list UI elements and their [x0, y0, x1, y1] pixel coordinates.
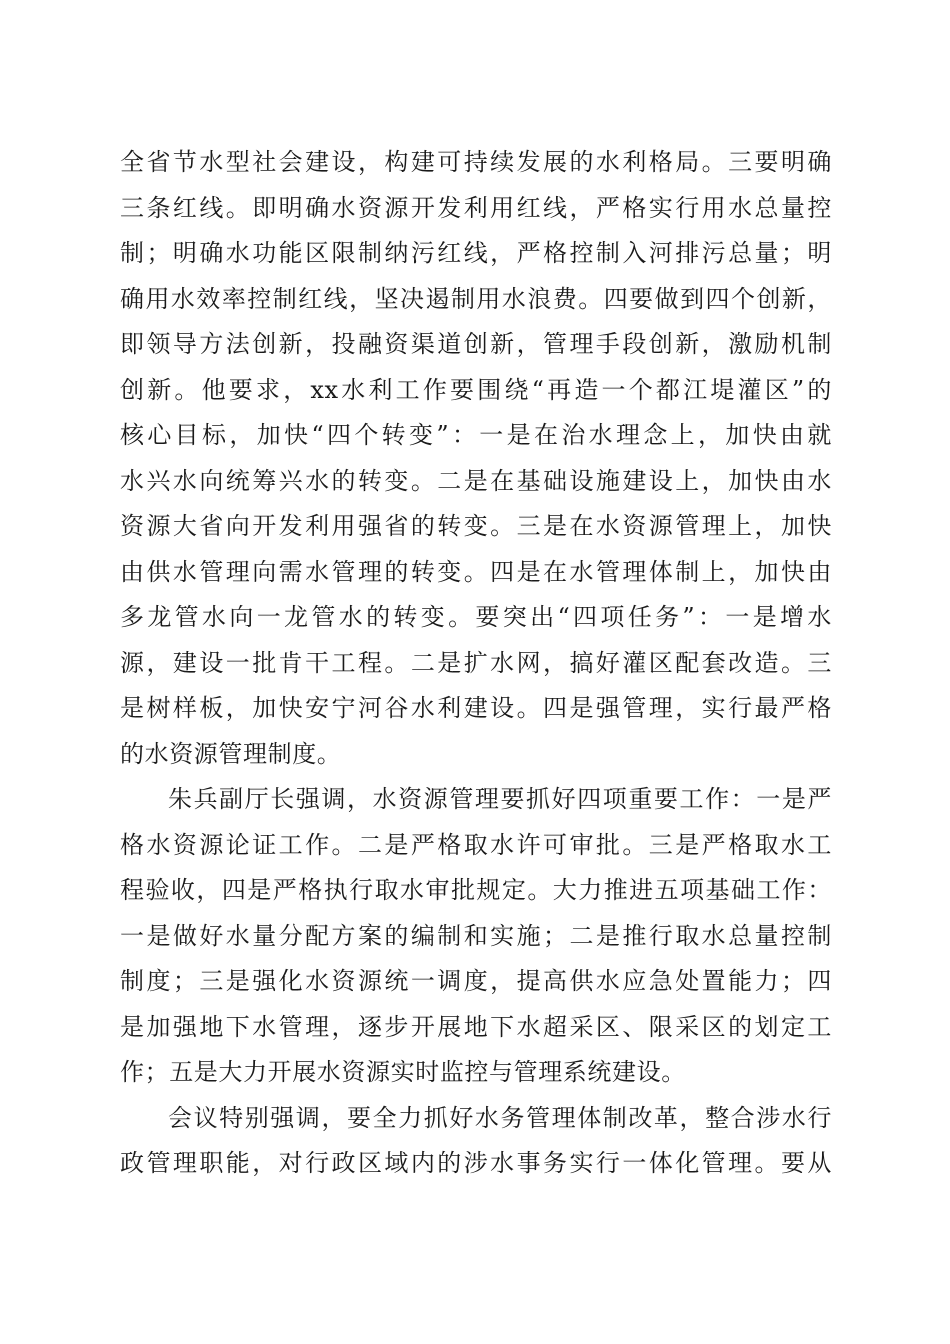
text-line: 全省节水型社会建设，构建可持续发展的水利格局。三要明确	[120, 148, 832, 176]
text-line: 制；明确水功能区限制纳污红线，严格控制入河排污总量；明	[120, 239, 832, 267]
text-line: 源，建设一批肯干工程。二是扩水网，搞好灌区配套改造。三	[120, 649, 832, 677]
text-line: 水兴水向统筹兴水的转变。二是在基础设施建设上，加快由水	[120, 467, 832, 495]
text-line: 格水资源论证工作。二是严格取水许可审批。三是严格取水工	[120, 831, 832, 859]
text-line: 由供水管理向需水管理的转变。四是在水管理体制上，加快由	[120, 558, 832, 586]
paragraph-first-line: 朱兵副厅长强调，水资源管理要抓好四项重要工作：一是严	[168, 785, 832, 813]
text-line: 程验收，四是严格执行取水审批规定。大力推进五项基础工作：	[120, 876, 832, 904]
text-line: 的水资源管理制度。	[120, 740, 342, 768]
text-line: 即领导方法创新，投融资渠道创新，管理手段创新，激励机制	[120, 330, 832, 358]
text-line: 一是做好水量分配方案的编制和实施；二是推行取水总量控制	[120, 922, 832, 950]
text-line: 核心目标，加快“四个转变”：一是在治水理念上，加快由就	[120, 421, 832, 449]
paragraph-first-line: 会议特别强调，要全力抓好水务管理体制改革，整合涉水行	[168, 1104, 832, 1132]
text-line: 作；五是大力开展水资源实时监控与管理系统建设。	[120, 1058, 686, 1086]
text-line: 创新。他要求，xx水利工作要围绕“再造一个都江堤灌区”的	[120, 376, 832, 404]
text-line: 是加强地下水管理，逐步开展地下水超采区、限采区的划定工	[120, 1013, 832, 1041]
text-line: 是树样板，加快安宁河谷水利建设。四是强管理，实行最严格	[120, 694, 832, 722]
text-line: 多龙管水向一龙管水的转变。要突出“四项任务”：一是增水	[120, 603, 832, 631]
text-line: 制度；三是强化水资源统一调度，提高供水应急处置能力；四	[120, 967, 832, 995]
text-line: 三条红线。即明确水资源开发利用红线，严格实行用水总量控	[120, 194, 832, 222]
text-line: 资源大省向开发利用强省的转变。三是在水资源管理上，加快	[120, 512, 832, 540]
text-line: 确用水效率控制红线，坚决遏制用水浪费。四要做到四个创新，	[120, 285, 832, 313]
text-line: 政管理职能，对行政区域内的涉水事务实行一体化管理。要从	[120, 1149, 832, 1177]
